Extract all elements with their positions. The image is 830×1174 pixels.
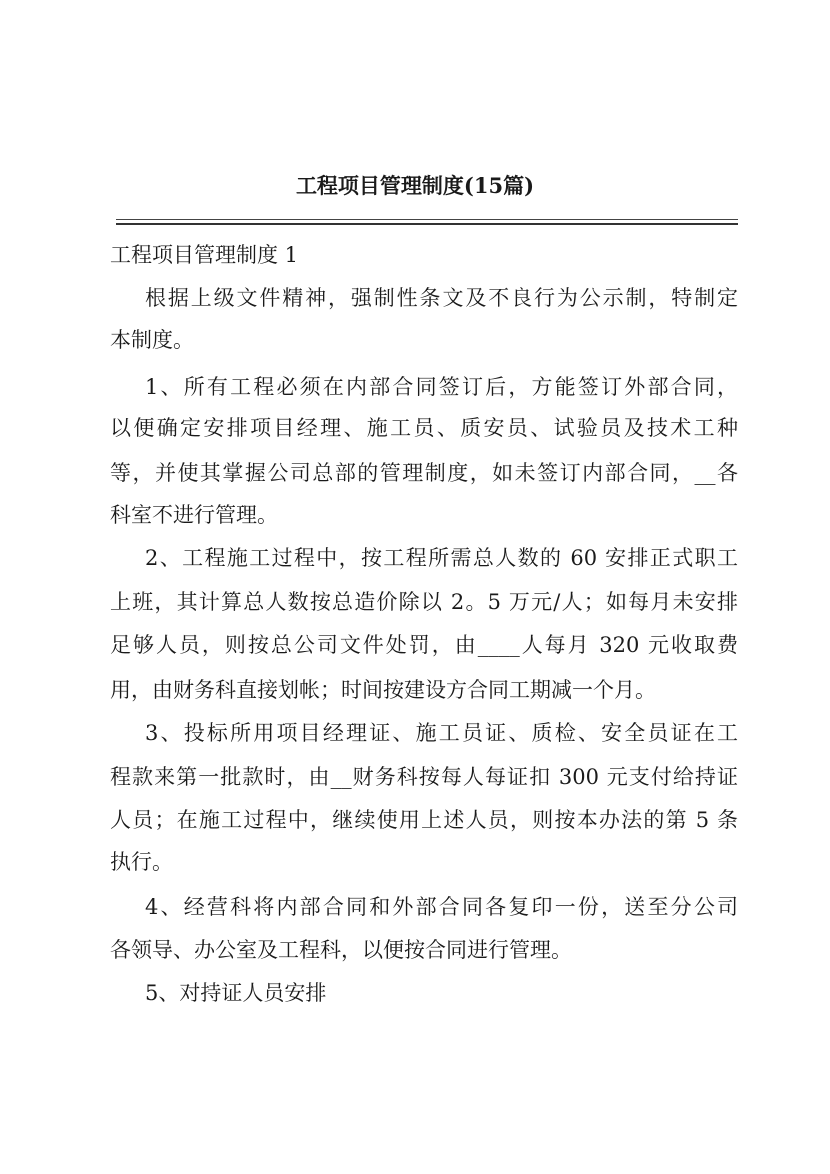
paragraph-line: 科室不进行管理。 (110, 503, 278, 527)
paragraph-line: 上班，其计算总人数按总造价除以 2。5 万元/人；如每月未安排 (110, 590, 738, 614)
paragraph-line: 2、工程施工过程中，按工程所需总人数的 60 安排正式职工 (145, 546, 738, 570)
paragraph-line: 各领导、办公室及工程科，以便按合同进行管理。 (110, 938, 572, 962)
paragraph-line: 等，并使其掌握公司总部的管理制度，如未签订内部合同，__各 (110, 461, 738, 485)
paragraph-line: 1、所有工程必须在内部合同签订后，方能签订外部合同， (145, 375, 738, 399)
title-divider (116, 219, 738, 225)
paragraph-line: 足够人员，则按总公司文件处罚，由____人每月 320 元收取费 (110, 633, 738, 657)
paragraph-line: 4、经营科将内部合同和外部合同各复印一份，送至分公司 (145, 895, 738, 919)
paragraph-line: 根据上级文件精神，强制性条文及不良行为公示制，特制定 (145, 286, 738, 310)
paragraph-line: 5、对持证人员安排 (145, 981, 327, 1005)
document-title: 工程项目管理制度(15篇) (295, 173, 535, 198)
paragraph-line: 执行。 (110, 850, 173, 874)
paragraph-line: 程款来第一批款时，由__财务科按每人每证扣 300 元支付给持证 (110, 765, 738, 789)
paragraph-line: 本制度。 (110, 328, 194, 352)
section-heading: 工程项目管理制度 1 (110, 243, 299, 267)
paragraph-line: 3、投标所用项目经理证、施工员证、质检、安全员证在工 (145, 721, 738, 745)
paragraph-line: 以便确定安排项目经理、施工员、质安员、试验员及技术工种 (110, 416, 738, 440)
paragraph-line: 用，由财务科直接划帐；时间按建设方合同工期减一个月。 (110, 678, 656, 702)
paragraph-line: 人员；在施工过程中，继续使用上述人员，则按本办法的第 5 条 (110, 808, 738, 832)
